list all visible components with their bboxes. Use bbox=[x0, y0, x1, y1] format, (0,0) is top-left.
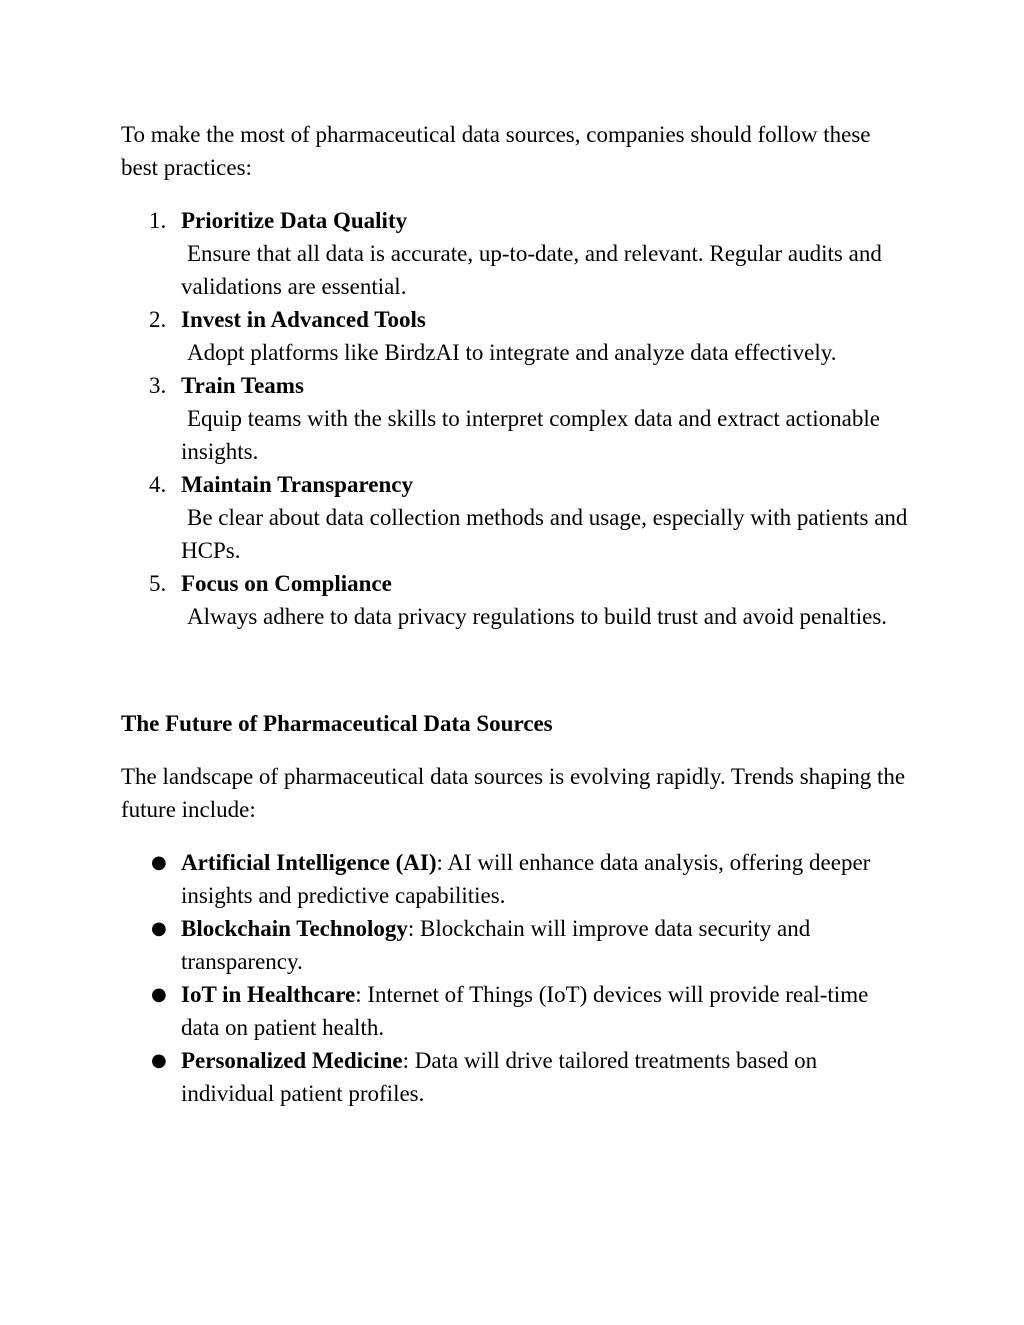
document-page bbox=[121, 118, 911, 1110]
list-item bbox=[121, 1044, 911, 1110]
trend-description: : Internet of Things (IoT) devices will provide real-time data on patient health. bbox=[181, 982, 869, 1040]
intro-paragraph: To make the most of pharmaceutical data sources, companies should follow these best practices: bbox=[121, 122, 871, 180]
item-description: Equip teams with the skills to interpret complex data and extract actionable insights. bbox=[181, 406, 880, 464]
list-number: 4. bbox=[149, 472, 167, 497]
item-description: Always adhere to data privacy regulations to build trust and avoid penalties. bbox=[187, 604, 888, 629]
item-description: Be clear about data collection methods and usage, especially with patients and HCPs. bbox=[181, 505, 908, 563]
list-number: 3. bbox=[149, 373, 167, 398]
trend-description: : Blockchain will improve data security and transparency. bbox=[181, 916, 811, 974]
list-item bbox=[121, 303, 911, 369]
best-practices-list bbox=[121, 204, 911, 633]
bullet-icon: ● bbox=[151, 852, 167, 873]
list-item bbox=[121, 204, 911, 303]
section-lead-paragraph: The landscape of pharmaceutical data sources is evolving rapidly. Trends shaping the future include: bbox=[121, 764, 906, 822]
list-item bbox=[121, 369, 911, 468]
item-description: Adopt platforms like BirdzAI to integrate and analyze data effectively. bbox=[187, 340, 837, 365]
list-item bbox=[121, 567, 911, 633]
list-number: 1. bbox=[149, 208, 167, 233]
trend-title: Personalized Medicine bbox=[181, 1048, 403, 1073]
trend-title: IoT in Healthcare bbox=[181, 982, 356, 1007]
trend-title: Blockchain Technology bbox=[181, 916, 408, 941]
bullet-icon: ● bbox=[151, 918, 167, 939]
trend-title: Artificial Intelligence (AI) bbox=[181, 850, 437, 875]
list-item bbox=[121, 978, 911, 1044]
trend-description: : Data will drive tailored treatments based on individual patient profiles. bbox=[181, 1048, 818, 1106]
item-title: Prioritize Data Quality bbox=[181, 208, 408, 233]
bullet-icon: ● bbox=[151, 1050, 167, 1071]
list-item bbox=[121, 846, 911, 912]
item-description: Ensure that all data is accurate, up-to-date, and relevant. Regular audits and validations are essential. bbox=[181, 241, 882, 299]
trends-list bbox=[121, 846, 911, 1110]
item-title: Train Teams bbox=[181, 373, 304, 398]
bullet-icon: ● bbox=[151, 984, 167, 1005]
item-title: Focus on Compliance bbox=[181, 571, 392, 596]
item-title: Maintain Transparency bbox=[181, 472, 413, 497]
trend-description: : AI will enhance data analysis, offering deeper insights and predictive capabilities. bbox=[181, 850, 871, 908]
list-number: 5. bbox=[149, 571, 167, 596]
list-number: 2. bbox=[149, 307, 167, 332]
section-heading: The Future of Pharmaceutical Data Sources bbox=[121, 711, 553, 736]
item-title: Invest in Advanced Tools bbox=[181, 307, 426, 332]
list-item bbox=[121, 912, 911, 978]
list-item bbox=[121, 468, 911, 567]
